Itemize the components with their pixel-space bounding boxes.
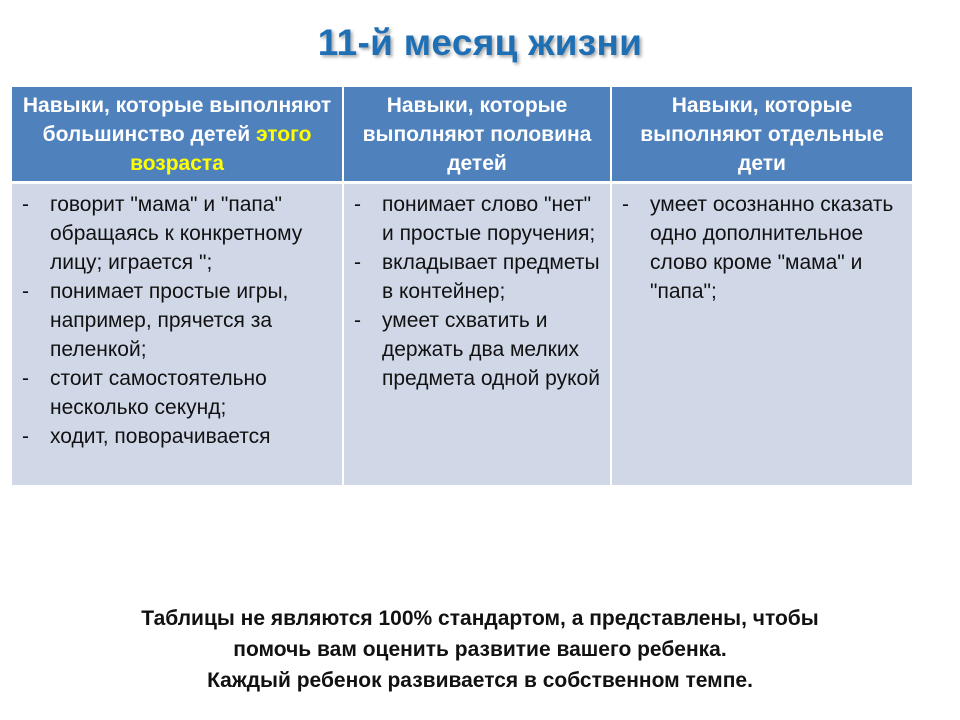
list-item — [354, 306, 604, 393]
header-text: Навыки, которые выполняют большинство детей — [22, 93, 332, 146]
column-most-children — [12, 183, 343, 486]
bullet-dash: - — [622, 193, 629, 216]
header-most-children — [12, 87, 343, 183]
table-row — [12, 183, 912, 486]
list-item — [354, 248, 604, 306]
list-item — [22, 190, 336, 277]
list-item-text: понимает простые игры, например, прячется за пеленкой; — [50, 280, 289, 361]
footer-line: помочь вам оценить развитие вашего ребенка. — [233, 638, 727, 661]
list-item — [622, 190, 906, 306]
footer-line: Таблицы не являются 100% стандартом, а представлены, чтобы — [141, 607, 819, 630]
bullet-dash: - — [22, 367, 29, 390]
list-item-text: умеет осознанно сказать одно дополнительное слово кроме "мама" и "папа"; — [650, 193, 894, 303]
list-item-text: ходит, поворачивается — [50, 425, 271, 448]
bullet-dash: - — [22, 280, 29, 303]
bullet-dash: - — [354, 309, 361, 332]
footer-line: Каждый ребенок развивается в собственном темпе. — [207, 669, 753, 692]
list-item — [22, 364, 336, 422]
list-item-text: стоит самостоятельно несколько секунд; — [50, 367, 267, 419]
skills-table — [12, 87, 912, 485]
bullet-dash: - — [22, 193, 29, 216]
header-text: Навыки, которые выполняют половина детей — [362, 93, 592, 175]
bullet-dash: - — [22, 425, 29, 448]
list-item-text: вкладывает предметы в контейнер; — [382, 251, 600, 303]
header-text: Навыки, которые выполняют отдельные дети — [640, 93, 884, 175]
list-item-text: умеет схватить и держать два мелких предмета одной рукой — [382, 309, 600, 390]
header-half-children — [343, 87, 611, 183]
list-item — [354, 190, 604, 248]
bullet-dash: - — [354, 193, 361, 216]
bullet-dash: - — [354, 251, 361, 274]
page-title: 11-й месяц жизни — [317, 22, 643, 63]
header-highlight: этого возраста — [130, 122, 312, 175]
list-item-text: говорит "мама" и "папа" обращаясь к конкретному лицу; играется "; — [50, 193, 303, 274]
list-item-text: понимает слово "нет" и простые поручения; — [382, 193, 596, 245]
column-some-children — [611, 183, 912, 486]
list-item — [22, 422, 336, 451]
list-item — [22, 277, 336, 364]
table-header-row — [12, 87, 912, 183]
header-some-children — [611, 87, 912, 183]
column-half-children — [343, 183, 611, 486]
disclaimer-footer — [0, 603, 960, 696]
